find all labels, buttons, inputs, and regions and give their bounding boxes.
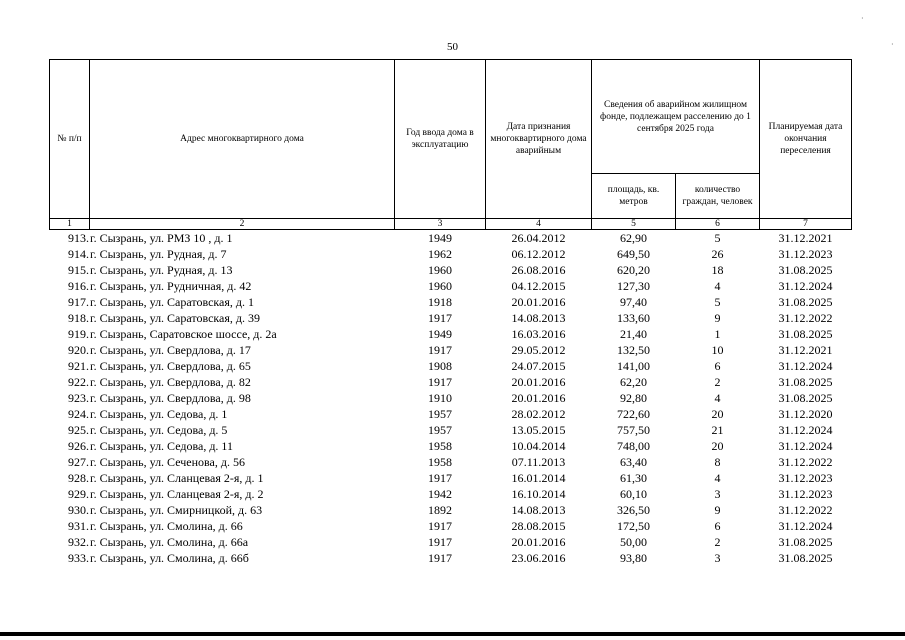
table-row: [50, 374, 852, 390]
column-number: 1: [50, 219, 90, 230]
table-row: [50, 470, 852, 486]
row-number: 926.: [68, 439, 89, 453]
row-residents: 3: [714, 551, 721, 565]
row-area: 61,30: [620, 471, 647, 485]
table-row: [50, 454, 852, 470]
row-area: 62,20: [620, 375, 647, 389]
header-area: площадь, кв. метров: [592, 174, 676, 219]
row-planned-date: 31.12.2024: [778, 359, 833, 373]
row-emergency-date: 26.08.2016: [511, 263, 566, 277]
row-area: 141,00: [617, 359, 650, 373]
row-emergency-date: 23.06.2016: [511, 551, 566, 565]
header-address: Адрес многоквартирного дома: [90, 60, 395, 219]
row-area: 21,40: [620, 327, 647, 341]
row-address: г. Сызрань, ул. Седова, д. 11: [90, 439, 233, 453]
row-emergency-date: 29.05.2012: [511, 343, 566, 357]
row-address: г. Сызрань, ул. Смолина, д. 66: [90, 519, 243, 533]
row-year-built: 1949: [428, 327, 452, 341]
row-number: 930.: [68, 503, 89, 517]
row-number: 932.: [68, 535, 89, 549]
row-planned-date: 31.12.2024: [778, 279, 833, 293]
table-row: [50, 326, 852, 342]
row-emergency-date: 20.01.2016: [511, 391, 566, 405]
table-row: [50, 230, 852, 247]
row-area: 63,40: [620, 455, 647, 469]
row-number: 914.: [68, 247, 89, 261]
row-year-built: 1957: [428, 423, 452, 437]
row-address: г. Сызрань, ул. Рудная, д. 13: [90, 263, 233, 277]
row-number: 927.: [68, 455, 89, 469]
row-area: 172,50: [617, 519, 650, 533]
row-address: г. Сызрань, ул. Смирницкой, д. 63: [90, 503, 263, 517]
row-area: 620,20: [617, 263, 650, 277]
row-planned-date: 31.08.2025: [778, 551, 833, 565]
row-address: г. Сызрань, ул. Седова, д. 1: [90, 407, 228, 421]
row-year-built: 1917: [428, 551, 452, 565]
row-address: г. Сызрань, ул. Рудная, д. 7: [90, 247, 227, 261]
header-planned-date: Планируемая дата окончания переселения: [760, 60, 852, 219]
column-number: 2: [90, 219, 395, 230]
table-row: [50, 422, 852, 438]
row-residents: 26: [711, 247, 724, 261]
row-area: 93,80: [620, 551, 647, 565]
row-number: 913.: [68, 231, 89, 245]
row-area: 50,00: [620, 535, 647, 549]
row-emergency-date: 06.12.2012: [511, 247, 566, 261]
column-number: 4: [486, 219, 592, 230]
row-residents: 10: [711, 343, 724, 357]
column-number: 6: [676, 219, 760, 230]
row-year-built: 1958: [428, 439, 452, 453]
row-residents: 4: [714, 279, 721, 293]
row-residents: 6: [714, 359, 721, 373]
row-address: г. Сызрань, ул. Сланцевая 2-я, д. 1: [90, 471, 264, 485]
row-number: 916.: [68, 279, 89, 293]
row-address: г. Сызрань, ул. Смолина, д. 66а: [90, 535, 249, 549]
row-emergency-date: 13.05.2015: [511, 423, 566, 437]
table-row: [50, 486, 852, 502]
row-year-built: 1958: [428, 455, 452, 469]
row-area: 748,00: [617, 439, 650, 453]
row-residents: 20: [711, 407, 724, 421]
row-planned-date: 31.12.2024: [778, 423, 833, 437]
row-year-built: 1917: [428, 519, 452, 533]
row-emergency-date: 16.10.2014: [511, 487, 566, 501]
row-address: г. Сызрань, ул. Свердлова, д. 98: [90, 391, 251, 405]
row-planned-date: 31.12.2023: [778, 471, 833, 485]
table-row: [50, 278, 852, 294]
row-area: 92,80: [620, 391, 647, 405]
row-address: г. Сызрань, ул. Свердлова, д. 17: [90, 343, 251, 357]
row-year-built: 1917: [428, 375, 452, 389]
row-emergency-date: 20.01.2016: [511, 375, 566, 389]
row-residents: 4: [714, 391, 721, 405]
row-residents: 8: [714, 455, 721, 469]
header-residents: количество граждан, человек: [676, 174, 760, 219]
row-year-built: 1957: [428, 407, 452, 421]
row-year-built: 1917: [428, 311, 452, 325]
row-year-built: 1960: [428, 263, 452, 277]
column-number: 5: [592, 219, 676, 230]
table-row: [50, 342, 852, 358]
row-address: г. Сызрань, ул. Свердлова, д. 82: [90, 375, 251, 389]
table-row: [50, 438, 852, 454]
row-residents: 4: [714, 471, 721, 485]
table-row: [50, 534, 852, 550]
row-address: г. Сызрань, ул. Рудничная, д. 42: [90, 279, 252, 293]
row-residents: 9: [714, 503, 721, 517]
row-address: г. Сызрань, ул. Седова, д. 5: [90, 423, 228, 437]
row-number: 928.: [68, 471, 89, 485]
row-number: 929.: [68, 487, 89, 501]
row-emergency-date: 24.07.2015: [511, 359, 566, 373]
row-emergency-date: 14.08.2013: [511, 311, 566, 325]
row-planned-date: 31.08.2025: [778, 263, 833, 277]
row-address: г. Сызрань, ул. Саратовская, д. 1: [90, 295, 255, 309]
row-planned-date: 31.12.2020: [778, 407, 833, 421]
row-number: 933.: [68, 551, 89, 565]
row-address: г. Сызрань, Саратовское шоссе, д. 2а: [90, 327, 277, 341]
row-planned-date: 31.08.2025: [778, 391, 833, 405]
row-year-built: 1918: [428, 295, 452, 309]
row-planned-date: 31.12.2024: [778, 519, 833, 533]
row-address: г. Сызрань, ул. Свердлова, д. 65: [90, 359, 251, 373]
row-area: 649,50: [617, 247, 650, 261]
table-row: [50, 406, 852, 422]
row-emergency-date: 07.11.2013: [511, 455, 566, 469]
row-number: 917.: [68, 295, 89, 309]
row-planned-date: 31.08.2025: [778, 295, 833, 309]
row-number: 923.: [68, 391, 89, 405]
row-planned-date: 31.12.2021: [778, 343, 833, 357]
row-planned-date: 31.08.2025: [778, 327, 833, 341]
table-row: [50, 502, 852, 518]
row-area: 133,60: [617, 311, 650, 325]
column-number: 3: [395, 219, 486, 230]
table-row: [50, 390, 852, 406]
row-number: 920.: [68, 343, 89, 357]
row-year-built: 1908: [428, 359, 452, 373]
row-address: г. Сызрань, ул. Смолина, д. 66б: [90, 551, 249, 565]
column-number: 7: [760, 219, 852, 230]
row-year-built: 1960: [428, 279, 452, 293]
row-address: г. Сызрань, ул. Сеченова, д. 56: [90, 455, 245, 469]
row-residents: 21: [711, 423, 724, 437]
header-emergency-fund: Сведения об аварийном жилищном фонде, подлежащем расселению до 1 сентября 2025 года: [592, 60, 760, 174]
row-area: 326,50: [617, 503, 650, 517]
table-body: [50, 230, 852, 567]
row-emergency-date: 20.01.2016: [511, 535, 566, 549]
row-address: г. Сызрань, ул. Саратовская, д. 39: [90, 311, 261, 325]
row-year-built: 1917: [428, 343, 452, 357]
row-year-built: 1910: [428, 391, 452, 405]
row-planned-date: 31.12.2023: [778, 247, 833, 261]
row-number: 922.: [68, 375, 89, 389]
row-residents: 20: [711, 439, 724, 453]
row-planned-date: 31.12.2022: [778, 455, 833, 469]
row-area: 757,50: [617, 423, 650, 437]
row-residents: 5: [714, 295, 721, 309]
row-emergency-date: 20.01.2016: [511, 295, 566, 309]
row-emergency-date: 28.02.2012: [511, 407, 566, 421]
row-address: г. Сызрань, ул. РМЗ 10 , д. 1: [90, 231, 233, 245]
table-row: [50, 310, 852, 326]
row-year-built: 1962: [428, 247, 452, 261]
table-row: [50, 294, 852, 310]
row-year-built: 1917: [428, 471, 452, 485]
row-residents: 18: [711, 263, 724, 277]
row-emergency-date: 04.12.2015: [511, 279, 566, 293]
row-area: 127,30: [617, 279, 650, 293]
table-row: [50, 358, 852, 374]
row-number: 918.: [68, 311, 89, 325]
row-emergency-date: 14.08.2013: [511, 503, 566, 517]
row-planned-date: 31.08.2025: [778, 375, 833, 389]
scan-speck: ·: [891, 40, 894, 49]
row-area: 722,60: [617, 407, 650, 421]
row-residents: 6: [714, 519, 721, 533]
row-number: 915.: [68, 263, 89, 277]
row-emergency-date: 26.04.2012: [511, 231, 566, 245]
header-emergency-date: Дата признания многоквартирного дома аварийным: [486, 60, 592, 219]
row-planned-date: 31.12.2021: [778, 231, 833, 245]
row-number: 925.: [68, 423, 89, 437]
row-planned-date: 31.12.2022: [778, 503, 833, 517]
row-planned-date: 31.08.2025: [778, 535, 833, 549]
row-emergency-date: 10.04.2014: [511, 439, 566, 453]
row-number: 919.: [68, 327, 89, 341]
scan-speck: ·: [861, 14, 864, 23]
row-emergency-date: 28.08.2015: [511, 519, 566, 533]
row-residents: 2: [714, 375, 721, 389]
row-residents: 3: [714, 487, 721, 501]
row-emergency-date: 16.01.2014: [511, 471, 566, 485]
row-residents: 9: [714, 311, 721, 325]
row-number: 924.: [68, 407, 89, 421]
header-number: № п/п: [50, 60, 90, 219]
row-planned-date: 31.12.2023: [778, 487, 833, 501]
row-area: 97,40: [620, 295, 647, 309]
row-residents: 5: [714, 231, 721, 245]
table-row: [50, 262, 852, 278]
row-year-built: 1917: [428, 535, 452, 549]
row-area: 60,10: [620, 487, 647, 501]
row-number: 931.: [68, 519, 89, 533]
column-number-row: [50, 219, 852, 230]
row-area: 132,50: [617, 343, 650, 357]
row-residents: 1: [714, 327, 721, 341]
row-emergency-date: 16.03.2016: [511, 327, 566, 341]
page-number: 50: [447, 41, 458, 53]
table-row: [50, 518, 852, 534]
row-planned-date: 31.12.2022: [778, 311, 833, 325]
row-year-built: 1942: [428, 487, 452, 501]
row-number: 921.: [68, 359, 89, 373]
bottom-rule: [0, 632, 905, 636]
header-year-built: Год ввода дома в эксплуатацию: [395, 60, 486, 219]
row-planned-date: 31.12.2024: [778, 439, 833, 453]
row-area: 62,90: [620, 231, 647, 245]
row-year-built: 1949: [428, 231, 452, 245]
table-row: [50, 246, 852, 262]
table-row: [50, 550, 852, 566]
row-year-built: 1892: [428, 503, 452, 517]
housing-register-table: [49, 59, 852, 566]
row-residents: 2: [714, 535, 721, 549]
row-address: г. Сызрань, ул. Сланцевая 2-я, д. 2: [90, 487, 264, 501]
